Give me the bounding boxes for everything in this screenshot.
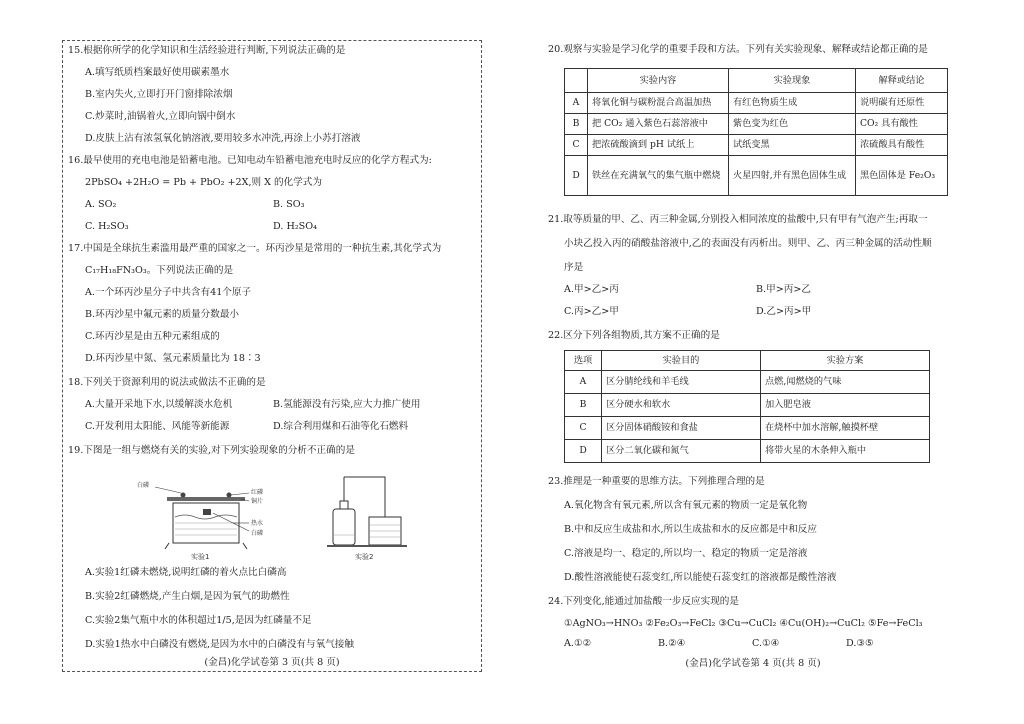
q17-option-b: B.环丙沙星中氟元素的质量分数最小 [85,309,240,320]
q20-table [564,68,948,196]
q24-items: ①AgNO₃→HNO₃ ②Fe₂O₃→FeCl₂ ③Cu→CuCl₂ ④Cu(OH)₂→CuCl₂ ⑤Fe→FeCl₃ [564,618,923,629]
table-row [565,114,948,135]
q16-option-a: A. SO₂ [85,199,117,210]
q15-option-d: D.皮肤上沾有浓氢氧化钠溶液,要用较多水冲洗,再涂上小苏打溶液 [85,133,361,144]
cell: 在烧杯中加水溶解,触摸杯壁 [761,417,930,440]
experiment-1-apparatus [137,481,263,549]
q23-option-d: D.酸性溶液能使石蕊变红,所以能使石蕊变红的溶液都是酸性溶液 [564,572,837,583]
cell: 说明碳有还原性 [856,93,948,114]
q22-stem: 22.区分下列各组物质,其方案不正确的是 [548,330,720,341]
q24-option-c: C.①④ [752,638,780,649]
cell: 有红色物质生成 [729,93,856,114]
q18-option-b: B.氢能源没有污染,应大力推广使用 [273,399,421,410]
cell: A [565,371,602,394]
table-row [565,156,948,196]
cell: C [565,417,602,440]
q21-option-b: B.甲>丙>乙 [756,284,811,295]
q18-option-c: C.开发利用太阳能、风能等新能源 [85,421,230,432]
q15-option-b: B.室内失火,立即打开门窗排除浓烟 [85,89,233,100]
q22-header-0: 选项 [565,351,602,371]
cell: 点燃,闻燃烧的气味 [761,371,930,394]
right-page-footer: (金昌)化学试卷第 4 页(共 8 页) [685,658,821,669]
q16-equation: 2PbSO₄ +2H₂O = Pb + PbO₂ +2X,则 X 的化学式为 [85,177,322,188]
q15-option-c: C.炒菜时,油锅着火,立即向锅中倒水 [85,111,236,122]
cell: C [565,135,588,156]
cell: 浓硫酸具有酸性 [856,135,948,156]
cell: B [565,394,602,417]
q20-stem: 20.观察与实验是学习化学的重要手段和方法。下列有关实验现象、解释或结论都正确的是 [548,44,928,55]
left-page [62,40,482,672]
q16-stem: 16.最早使用的充电电池是铅蓄电池。已知电动车铅蓄电池充电时反应的化学方程式为: [68,155,432,166]
cell: 铁丝在充满氧气的集气瓶中燃烧 [588,156,729,196]
q19-option-a: A.实验1红磷未燃烧,说明红磷的着火点比白磷高 [85,567,287,578]
q19-stem: 19.下图是一组与燃烧有关的实验,对下列实验现象的分析不正确的是 [68,445,355,456]
table-row [565,417,930,440]
cell: 区分腈纶线和羊毛线 [602,371,761,394]
cell: 区分固体硝酸铵和食盐 [602,417,761,440]
table-row [565,135,948,156]
cell: 区分二氧化碳和氮气 [602,440,761,463]
q22-table [564,350,930,463]
table-row [565,394,930,417]
q17-stem: 17.中国是全球抗生素滥用最严重的国家之一。环丙沙星是常用的一种抗生素,其化学式为 [68,243,442,254]
q24-option-b: B.②④ [658,638,686,649]
cell: 把 CO₂ 通入紫色石蕊溶液中 [588,114,729,135]
fig-label-copper-plate: 铜片 [251,498,264,505]
q17-option-c: C.环丙沙星是由五种元素组成的 [85,331,220,342]
fig-label-hot-water: 热水 [251,520,264,527]
q21-stem-line3: 序是 [564,262,584,273]
q20-header-0 [565,69,588,93]
q24-option-d: D.③⑤ [846,638,874,649]
cell: 火星四射,并有黑色固体生成 [729,156,856,196]
q19-option-c: C.实验2集气瓶中水的体积超过1/5,是因为红磷量不足 [85,615,312,626]
q21-option-d: D.乙>丙>甲 [756,306,812,317]
q20-header-2: 实验现象 [729,69,856,93]
cell: D [565,440,602,463]
cell: D [565,156,588,196]
q23-option-c: C.溶液是均一、稳定的,所以均一、稳定的物质一定是溶液 [564,548,808,559]
table-row [565,93,948,114]
cell: CO₂ 具有酸性 [856,114,948,135]
right-page [548,40,958,672]
q21-option-a: A.甲>乙>丙 [564,284,619,295]
cell: A [565,93,588,114]
cell: B [565,114,588,135]
exp2-caption: 实验2 [355,553,374,561]
q21-option-c: C.丙>乙>甲 [564,306,619,317]
exp1-caption: 实验1 [191,553,210,561]
q24-option-a: A.①② [564,638,592,649]
q19-option-b: B.实验2红磷燃烧,产生白烟,是因为氧气的助燃性 [85,591,290,602]
q23-option-b: B.中和反应生成盐和水,所以生成盐和水的反应都是中和反应 [564,524,817,535]
cell: 将带火星的木条伸入瓶中 [761,440,930,463]
cell: 区分硬水和软水 [602,394,761,417]
q19-figure [133,465,433,561]
cell: 紫色变为红色 [729,114,856,135]
cell: 将氧化铜与碳粉混合高温加热 [588,93,729,114]
q17-option-d: D.环丙沙星中氮、氢元素质量比为 18∶3 [85,353,261,364]
q20-header-row [565,69,948,93]
q20-header-1: 实验内容 [588,69,729,93]
q22-header-2: 实验方案 [761,351,930,371]
q19-option-d: D.实验1热水中白磷没有燃烧,是因为水中的白磷没有与氧气接触 [85,639,354,650]
q16-option-c: C. H₂SO₃ [85,221,129,232]
q17-formula: C₁₇H₁₈FN₃O₃。下列说法正确的是 [85,265,234,276]
q16-option-b: B. SO₃ [273,199,305,210]
q22-header-row [565,351,930,371]
fig-label-white-phosphorus-1: 白磷 [137,482,150,489]
q21-stem-line1: 21.取等质量的甲、乙、丙三种金属,分别投入相同浓度的盐酸中,只有甲有气泡产生;再取一 [548,214,928,225]
table-row [565,440,930,463]
cell: 试纸变黑 [729,135,856,156]
cell: 把浓硫酸滴到 pH 试纸上 [588,135,729,156]
q18-stem: 18.下列关于资源利用的说法或做法不正确的是 [68,377,266,388]
fig-label-white-phosphorus-2: 白磷 [251,530,264,537]
cell: 黑色固体是 Fe₂O₃ [856,156,948,196]
q23-stem: 23.推理是一种重要的思维方法。下列推理合理的是 [548,476,765,487]
q20-header-3: 解释或结论 [856,69,948,93]
q15-option-a: A.填写纸质档案最好使用碳素墨水 [85,67,230,78]
fig-label-red-phosphorus: 红磷 [251,489,264,496]
q23-option-a: A.氧化物含有氧元素,所以含有氧元素的物质一定是氧化物 [564,500,808,511]
q17-option-a: A.一个环丙沙星分子中共含有41个原子 [85,287,252,298]
q15-stem: 15.根据你所学的化学知识和生活经验进行判断,下列说法正确的是 [68,45,346,56]
cell: 加入肥皂液 [761,394,930,417]
q18-option-a: A.大量开采地下水,以缓解淡水危机 [85,399,233,410]
q22-header-1: 实验目的 [602,351,761,371]
q16-option-d: D. H₂SO₄ [273,221,317,232]
q18-option-d: D.综合利用煤和石油等化石燃料 [273,421,409,432]
q24-stem: 24.下列变化,能通过加盐酸一步反应实现的是 [548,596,739,607]
q21-stem-line2: 小块乙投入丙的硝酸盐溶液中,乙的表面没有丙析出。则甲、乙、丙三种金属的活动性顺 [564,238,932,249]
experiment-2-apparatus [327,477,407,547]
left-page-footer: (金昌)化学试卷第 3 页(共 8 页) [204,657,340,668]
table-row [565,371,930,394]
